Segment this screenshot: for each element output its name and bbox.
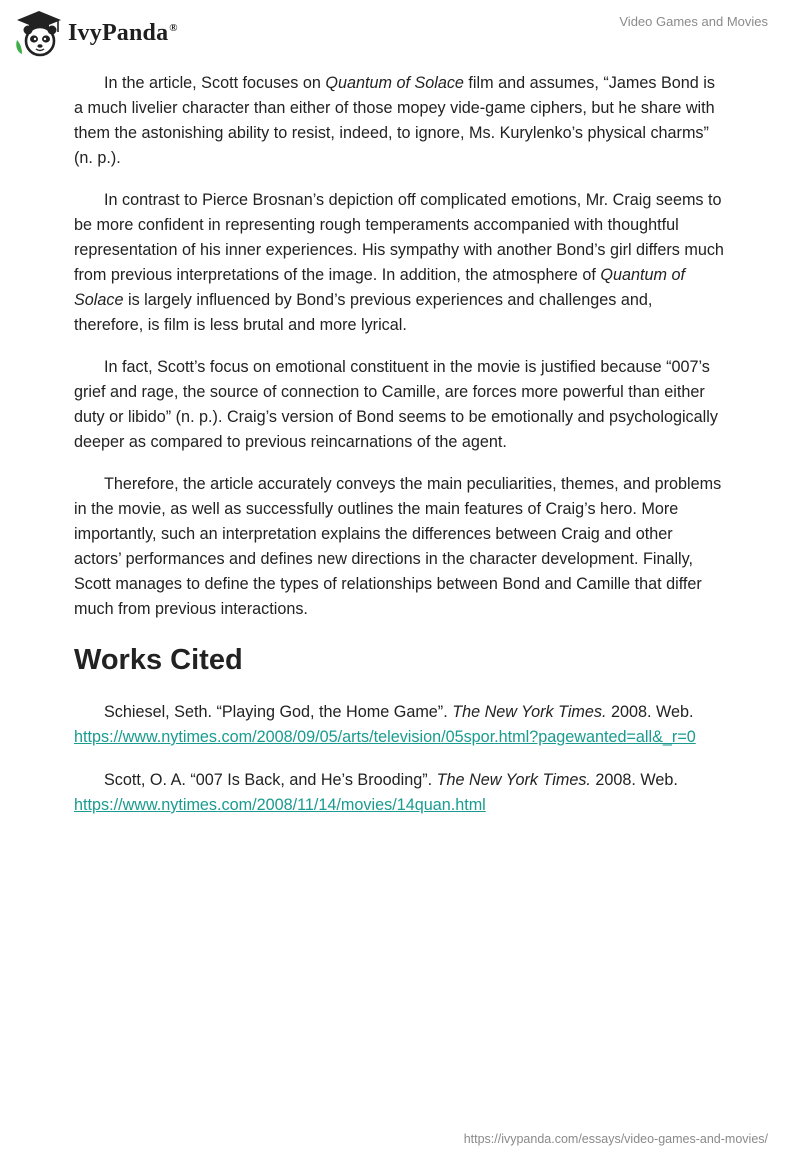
logo-text: IvyPanda® <box>68 19 178 46</box>
paragraph-3: In fact, Scott’s focus on emotional constituent in the movie is justified because “007’s grief and rage, the source of connection to Camille, are forces more powerful than either duty or libido” (n. p.). Craig’s version of Bond seems to be emotionally and psychologically deeper as compared to previous reincarnations of the agent. <box>74 358 718 451</box>
footer-url: https://ivypanda.com/essays/video-games-and-movies/ <box>463 1132 768 1146</box>
citation-2: Scott, O. A. “007 Is Back, and He’s Brooding”. The New York Times. 2008. Web. https://www.nytimes.com/2008/11/14/movies/14quan.html <box>74 771 678 814</box>
citation-1: Schiesel, Seth. “Playing God, the Home Game”. The New York Times. 2008. Web. https://www.nytimes.com/2008/09/05/arts/television/05spor.html?pagewanted=all&_r=0 <box>74 703 696 746</box>
citation-1-link[interactable]: https://www.nytimes.com/2008/09/05/arts/television/05spor.html?pagewanted=all&_r=0 <box>74 728 696 746</box>
paragraph-4: Therefore, the article accurately conveys the main peculiarities, themes, and problems in the movie, as well as successfully outlines the main features of Craig’s hero. More importantly, such an interpretation explains the differences between Craig and other actors’ performances and defines new directions in the character development. Finally, Scott manages to define the types of relationships between Bond and Camille that differ much from previous interactions. <box>74 475 722 618</box>
paragraph-1: In the article, Scott focuses on Quantum of Solace film and assumes, “James Bond is a much livelier character than either of those mopey vide-game ciphers, but he share with them the astonishing ability to resist, indeed, to ignore, Ms. Kurylenko’s physical charms” (n. p.). <box>74 74 715 167</box>
citation-2-link[interactable]: https://www.nytimes.com/2008/11/14/movies/14quan.html <box>74 796 486 814</box>
running-title: Video Games and Movies <box>619 14 768 29</box>
essay-content <box>74 71 724 836</box>
ivypanda-logo[interactable] <box>14 8 178 58</box>
page-header <box>0 0 800 60</box>
panda-logo-icon <box>14 8 64 58</box>
works-cited-heading: Works Cited <box>74 644 243 676</box>
paragraph-2: In contrast to Pierce Brosnan’s depiction off complicated emotions, Mr. Craig seems to be more confident in representing rough temperaments accompanied with thoughtful representation of his inner experiences. His sympathy with another Bond’s girl differs much from previous interpretations of the image. In addition, the atmosphere of Quantum of Solace is largely influenced by Bond’s previous experiences and challenges and, therefore, is film is less brutal and more lyrical. <box>74 191 724 334</box>
